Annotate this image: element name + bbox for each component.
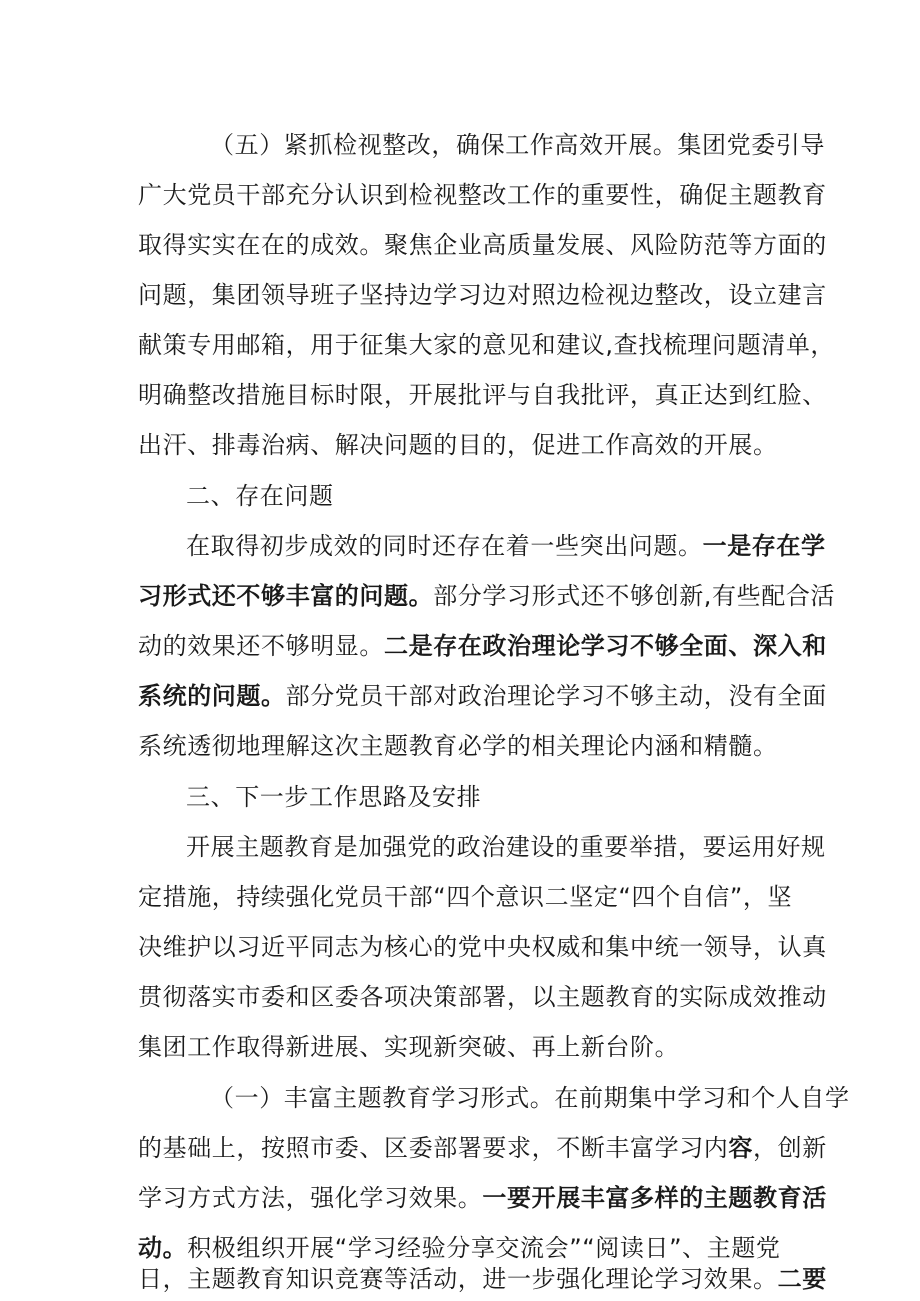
text-run: 出汗、排毒治病、解决问题的目的，促进工作高效的开展。 — [138, 431, 778, 459]
section-heading: 二、存在问题 — [186, 482, 334, 510]
paragraph-line — [138, 328, 836, 362]
text-run: （五）紧抓检视整改，确保工作高效开展。集团党委引导 — [210, 131, 825, 159]
text-run: 学习方式方法，强化学习效果。 — [138, 1184, 483, 1212]
bold-text-run: 二要 — [777, 1265, 827, 1293]
paragraph-line — [138, 629, 827, 663]
section-heading: 三、下一步工作思路及安排 — [186, 783, 482, 811]
paragraph-line — [138, 1231, 798, 1265]
paragraph-line — [138, 880, 798, 914]
bold-text-run: 系统的问题。 — [138, 682, 286, 710]
text-run: 广大党员干部充分认识到检视整改工作的重要性，确促主题教育 — [138, 181, 827, 209]
text-run: 动的效果还不够明显。 — [138, 632, 384, 660]
paragraph-line — [138, 729, 798, 763]
paragraph-line — [138, 178, 827, 212]
bold-text-run: 一要开展丰富多样的主题教育活 — [482, 1184, 827, 1212]
paragraph-line — [138, 930, 827, 964]
paragraph-line — [138, 228, 827, 262]
text-run: 明确整改措施目标时限，开展批评与自我批评，真正达到红脸、 — [138, 381, 827, 409]
text-run: 开展主题教育是加强党的政治建设的重要举措，要运用好规 — [186, 833, 826, 861]
text-run: 贯彻落实市委和区委各项决策部署，以主题教育的实际成效推动 — [138, 983, 827, 1011]
bold-text-run: 习形式还不够丰富的问题。 — [138, 582, 434, 610]
bold-text-run: 二是存在政治理论学习不够全面、深入和 — [384, 632, 827, 660]
paragraph-line — [186, 529, 826, 563]
text-run: 集团工作取得新进展、实现新突破、再上新台阶。 — [138, 1033, 680, 1061]
text-run: 问题，集团领导班子坚持边学习边对照边检视边整改，设立建言 — [138, 281, 827, 309]
text-run: 部分学习形式还不够创新,有些配合活 — [433, 582, 836, 610]
text-run: 献策专用邮箱，用于征集大家的意见和建议,查找梳理问题清单， — [138, 331, 836, 359]
paragraph-line — [138, 1262, 827, 1296]
paragraph-line — [138, 1181, 827, 1215]
bold-text-run: 容 — [728, 1134, 754, 1162]
paragraph-line — [138, 1030, 798, 1064]
text-run: 定措施，持续强化党员干部“四个意识二坚定“四个自信”，坚 — [138, 883, 793, 911]
bold-text-run: 动。 — [138, 1234, 188, 1262]
text-run: ，创新 — [753, 1134, 827, 1162]
paragraph-line — [186, 830, 826, 864]
text-run: 积极组织开展“学习经验分享交流会”“阅读日”、主题党 — [187, 1234, 781, 1262]
paragraph-line — [138, 278, 827, 312]
paragraph-line — [210, 1081, 850, 1115]
text-run: 系统透彻地理解这次主题教育必学的相关理论内涵和精髓。 — [138, 732, 778, 760]
paragraph-line — [210, 128, 825, 162]
text-run: 取得实实在在的成效。聚焦企业高质量发展、风险防范等方面的 — [138, 231, 827, 259]
paragraph-line — [138, 679, 827, 713]
paragraph-line — [138, 980, 827, 1014]
text-run: （一）丰富主题教育学习形式。在前期集中学习和个人自学 — [210, 1084, 850, 1112]
paragraph-line — [138, 579, 836, 613]
text-run: 在取得初步成效的同时还存在着一些突出问题。 — [186, 532, 703, 560]
text-run: 的基础上，按照市委、区委部署要求，不断丰富学习内 — [138, 1134, 729, 1162]
paragraph-line — [138, 378, 827, 412]
paragraph-line — [138, 1131, 827, 1165]
text-run: 部分党员干部对政治理论学习不够主动，没有全面 — [285, 682, 827, 710]
text-run: 日，主题教育知识竞赛等活动，进一步强化理论学习效果。 — [138, 1265, 778, 1293]
paragraph-line — [138, 428, 798, 462]
bold-text-run: 一是存在学 — [702, 532, 826, 560]
text-run: 决维护以习近平同志为核心的党中央权威和集中统一领导，认真 — [138, 933, 827, 961]
